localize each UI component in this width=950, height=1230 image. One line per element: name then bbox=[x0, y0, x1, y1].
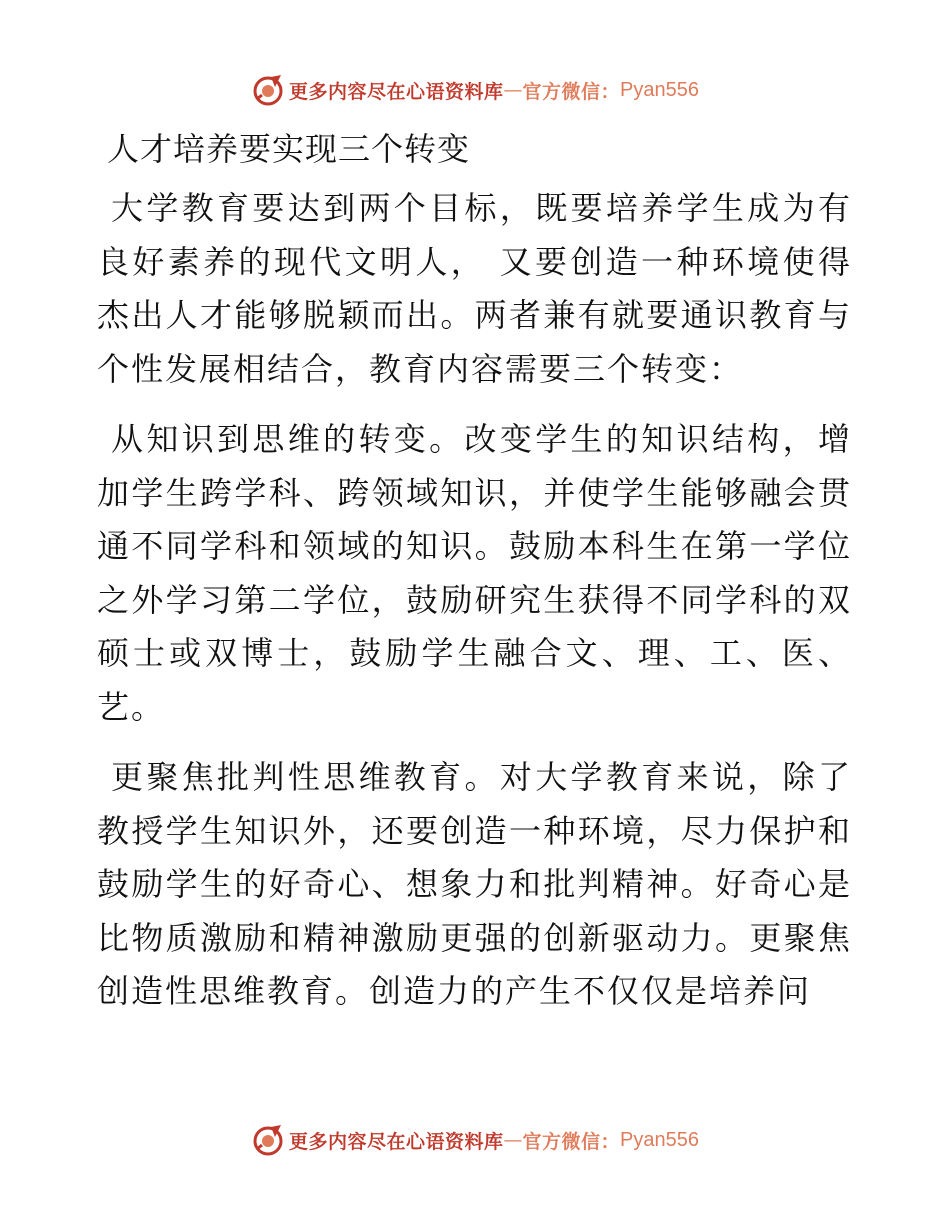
header-banner bbox=[0, 70, 950, 110]
document-title: 人才培养要实现三个转变 bbox=[107, 130, 471, 168]
pen-logo-icon bbox=[251, 1123, 285, 1157]
banner-wechat-label: 官方微信： bbox=[522, 1130, 621, 1153]
banner-wechat-id: Pyan556 bbox=[620, 1128, 699, 1151]
paragraph: 更聚焦批判性思维教育。对大学教育来说，除了教授学生知识外，还要创造一种环境，尽力保护和鼓励学生的好奇心、想象力和批判精神。好奇心是比物质激励和精神激励更强的创新驱动力。更聚焦创造性思维教育。创造力的产生不仅仅是培养问 bbox=[97, 758, 852, 1010]
paragraph: 从知识到思维的转变。改变学生的知识结构，增加学生跨学科、跨领域知识，并使学生能够融会贯通不同学科和领域的知识。鼓励本科生在第一学位之外学习第二学位，鼓励研究生获得不同学科的双硕士或双博士，鼓励学生融合文、理、工、医、艺。 bbox=[97, 420, 852, 726]
banner-text: 更多内容尽在心语资料库 bbox=[289, 1130, 504, 1153]
banner-separator: — bbox=[503, 79, 523, 101]
banner-text: 更多内容尽在心语资料库 bbox=[289, 80, 504, 103]
banner-wechat-id: Pyan556 bbox=[620, 78, 699, 101]
banner-wechat-label: 官方微信： bbox=[522, 80, 621, 103]
pen-logo-icon bbox=[251, 73, 285, 107]
banner-separator: — bbox=[503, 1129, 523, 1151]
footer-banner bbox=[0, 1120, 950, 1160]
paragraph: 大学教育要达到两个目标，既要培养学生成为有良好素养的现代文明人， 又要创造一种环境使得杰出人才能够脱颖而出。两者兼有就要通识教育与个性发展相结合，教育内容需要三个转变： bbox=[97, 189, 852, 388]
document-body bbox=[97, 120, 852, 1036]
